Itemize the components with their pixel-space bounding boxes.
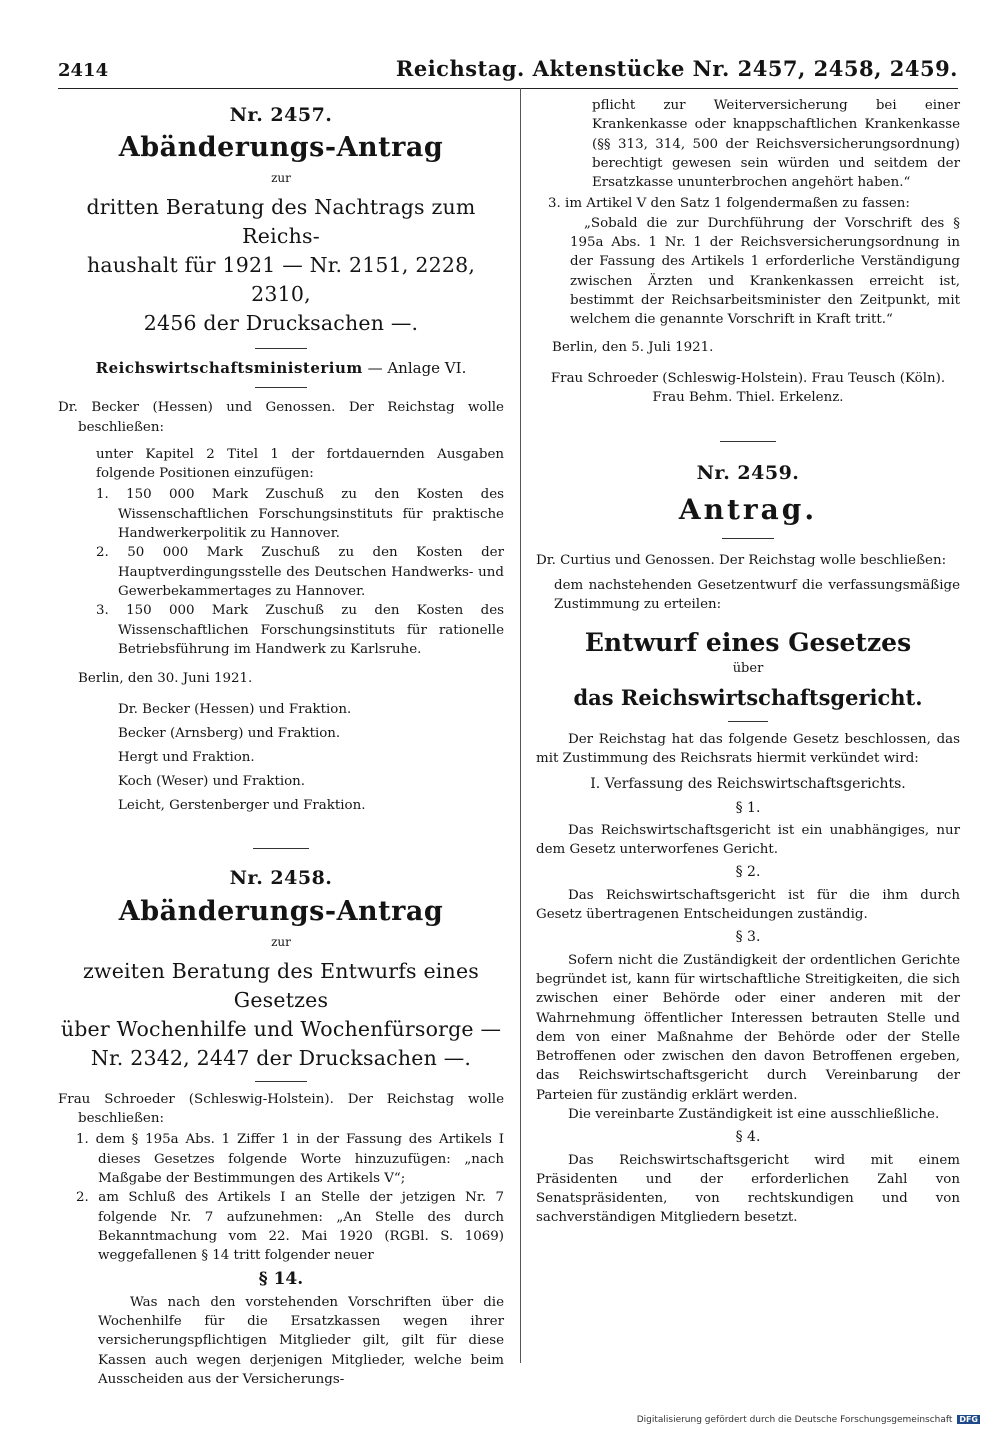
doc-2458-subject-1: zweiten Beratung des Entwurfs eines Gesetzes (82, 958, 480, 1012)
doc-2458-title: Abänderungs-Antrag (118, 895, 444, 927)
paragraph-sign: § 1. (735, 799, 761, 816)
doc-2457-item-2: 2. 50 000 Mark Zuschuß zu den Kosten der Hauptverdingungsstelle des Deutschen Handwerks- und Gewerbekammertages zu Hannover. (96, 545, 504, 599)
doc-2458-item-3-quote: „Sobald die zur Durchführung der Vorschrift des § 195a Abs. 1 Nr. 1 der Reichsversicherungsordnung in der Fassung des Artikels 1 erforderliche Verständigung zwischen Ärzten und Krankenkassen erreicht ist, bestimmt der Reichsarbeitsminister den Zeitpunkt, mit welchem die genannte Vorschrift in Kraft tritt.“ (570, 215, 960, 328)
doc-2457-item-1: 1. 150 000 Mark Zuschuß zu den Kosten des Wissenschaftlichen Forschungsinstituts für praktische Handwerkerpolitik zu Hannover. (96, 487, 504, 542)
doc-2457-date: Berlin, den 30. Juni 1921. (78, 671, 253, 687)
doc-2457-ministry: Reichswirtschaftsministerium (95, 359, 363, 378)
header-rule (58, 88, 958, 89)
paragraph-sign: § 3. (735, 929, 761, 946)
doc-2459-intro: Dr. Curtius und Genossen. Der Reichstag wolle beschließen: (536, 552, 947, 568)
doc-2457-anlage: — Anlage VI. (367, 359, 467, 378)
paragraph-text: Die vereinbarte Zuständigkeit ist eine ausschließliche. (568, 1106, 940, 1122)
doc-2458-par14-heading: § 14. (258, 1269, 304, 1290)
doc-2458-item-2: 2. am Schluß des Artikels I an Stelle der jetzigen Nr. 7 folgende Nr. 7 aufzunehmen: „An Stelle des durch Bekanntmachung vom 22. Mai 1920 (RGBl. S. 1069) weggefallenen § 14 tritt folgender neuer (76, 1190, 504, 1264)
doc-2457-title: Abänderungs-Antrag (118, 132, 444, 164)
doc-2457-number: Nr. 2457. (229, 104, 333, 126)
short-rule (255, 1081, 307, 1082)
doc-2457-subject-2: haushalt für 1921 — Nr. 2151, 2228, 2310, (86, 253, 476, 307)
doc-2458-zur: zur (271, 934, 291, 949)
signature-line: Hergt und Fraktion. (118, 750, 255, 766)
column-divider (520, 88, 521, 1363)
left-column (58, 96, 504, 1389)
doc-2457-item-3: 3. 150 000 Mark Zuschuß zu den Kosten des Wissenschaftlichen Forschungsinstituts für rationelle Betriebsführung im Handwerk zu Karlsruhe. (96, 603, 504, 657)
doc-2458-intro: Frau Schroeder (Schleswig-Holstein). Der Reichstag wolle beschließen: (58, 1091, 504, 1127)
signature-line: Koch (Weser) und Fraktion. (118, 774, 306, 790)
doc-2457-signatures (58, 698, 504, 818)
paragraph-text: Das Reichswirtschaftsgericht ist ein unabhängiges, nur dem Gesetz unterworfenes Gericht. (536, 822, 960, 858)
running-head: Reichstag. Aktenstücke Nr. 2457, 2458, 2459. (395, 56, 958, 81)
paragraph-text: Das Reichswirtschaftsgericht ist für die ihm durch Gesetz übertragenen Entscheidungen zuständig. (536, 887, 960, 923)
page-header (58, 56, 958, 86)
doc-2459-preamble: Der Reichstag hat das folgende Gesetz beschlossen, das mit Zustimmung des Reichsrats hiermit verkündet wird: (536, 731, 960, 766)
doc-2458-signers-1: Frau Schroeder (Schleswig-Holstein). Frau Teusch (Köln). (550, 370, 946, 386)
doc-2458-subject-3: Nr. 2342, 2447 der Drucksachen —. (90, 1045, 472, 1070)
doc-2458-subject-2: über Wochenhilfe und Wochenfürsorge — (60, 1016, 502, 1041)
doc-2459-ueber: über (732, 660, 764, 676)
footer-credit (637, 1415, 980, 1425)
doc-2459-number: Nr. 2459. (696, 462, 800, 485)
separator-rule (720, 441, 776, 442)
doc-2458-par14-text: Was nach den vorstehenden Vorschriften über die Wochenhilfe für die Ersatzkassen wegen ihrer versicherungspflichtigen Mitglieder gilt, gilt für diese Kassen auch wegen derjenigen Mitglieder, welche beim Ausscheiden aus der Versicherungs- (98, 1294, 504, 1387)
doc-2457-ministry-line (58, 357, 504, 379)
footer-credit-text: Digitalisierung gefördert durch die Deutsche Forschungsgemeinschaft (636, 1415, 953, 1425)
doc-2458-item-1: 1. dem § 195a Abs. 1 Ziffer 1 in der Fassung des Artikels I dieses Gesetzes folgende Worte hinzuzufügen: „nach Maßgabe der Bestimmungen des Artikels V“; (76, 1132, 504, 1186)
doc-2459-section-heading: I. Verfassung des Reichswirtschaftsgerichts. (590, 776, 906, 793)
paragraph-text: Sofern nicht die Zuständigkeit der ordentlichen Gerichte begründet ist, kann für wirtschaftliche Streitigkeiten, die sich zwischen einer Behörde oder einer anderen mit der Wahrnehmung öffentlicher Interessen betrauten Stelle und dem von einer Maßnahme der Behörde oder der Stelle Betroffenen oder zwischen den davon Betroffenen ergeben, das Reichswirtschaftsgericht durch Vereinbarung der Parteien für zuständig erklärt werden. (536, 952, 960, 1103)
doc-2458-date: Berlin, den 5. Juli 1921. (552, 339, 714, 355)
doc-2458-item-3: 3. im Artikel V den Satz 1 folgendermaßen zu fassen: (548, 196, 910, 212)
doc-2457-zur: zur (271, 171, 291, 186)
doc-2457-instruction: unter Kapitel 2 Titel 1 der fortdauernden Ausgaben folgende Positionen einzufügen: (96, 446, 504, 482)
dfg-logo-icon: DFG (959, 1415, 978, 1424)
doc-2458-number: Nr. 2458. (229, 867, 333, 890)
doc-2459-title: Antrag. (678, 492, 818, 526)
separator-rule (253, 848, 309, 849)
paragraph-sign: § 4. (735, 1129, 761, 1146)
doc-2458-signers-2: Frau Behm. Thiel. Erkelenz. (652, 390, 844, 406)
signature-line: Leicht, Gerstenberger und Fraktion. (118, 798, 366, 814)
paragraph-text: Das Reichswirtschaftsgericht wird mit einem Präsidenten und der erforderlichen Zahl von Senatspräsidenten, von rechtskundigen und von sachverständigen Mitgliedern besetzt. (536, 1152, 960, 1226)
doc-2459-entwurf: Entwurf eines Gesetzes (584, 627, 912, 657)
short-rule (255, 348, 307, 349)
doc-2459-gericht: das Reichswirtschaftsgericht. (573, 684, 923, 710)
page-number: 2414 (58, 60, 109, 81)
doc-2458-continuation: pflicht zur Weiterversicherung bei einer Krankenkasse oder knappschaftlichen Krankenkasse (§§ 313, 314, 500 der Reichsversicherungsordnung) berechtigt gewesen sein würden und seitdem der Ersatzkasse ununterbrochen angehört haben.“ (592, 98, 960, 191)
signature-line: Becker (Arnsberg) und Fraktion. (118, 726, 341, 742)
paragraph-sign: § 2. (735, 864, 761, 881)
short-rule (255, 387, 307, 388)
short-rule (722, 538, 774, 539)
signature-line: Dr. Becker (Hessen) und Fraktion. (118, 702, 352, 718)
doc-2459-instruction: dem nachstehenden Gesetzentwurf die verfassungsmäßige Zustimmung zu erteilen: (554, 578, 960, 613)
right-column (536, 96, 960, 1228)
doc-2457-subject-1: dritten Beratung des Nachtrags zum Reichs- (86, 195, 476, 249)
short-rule (728, 721, 768, 722)
doc-2457-intro: Dr. Becker (Hessen) und Genossen. Der Reichstag wolle beschließen: (58, 400, 504, 435)
doc-2457-subject-3: 2456 der Drucksachen —. (143, 311, 419, 336)
